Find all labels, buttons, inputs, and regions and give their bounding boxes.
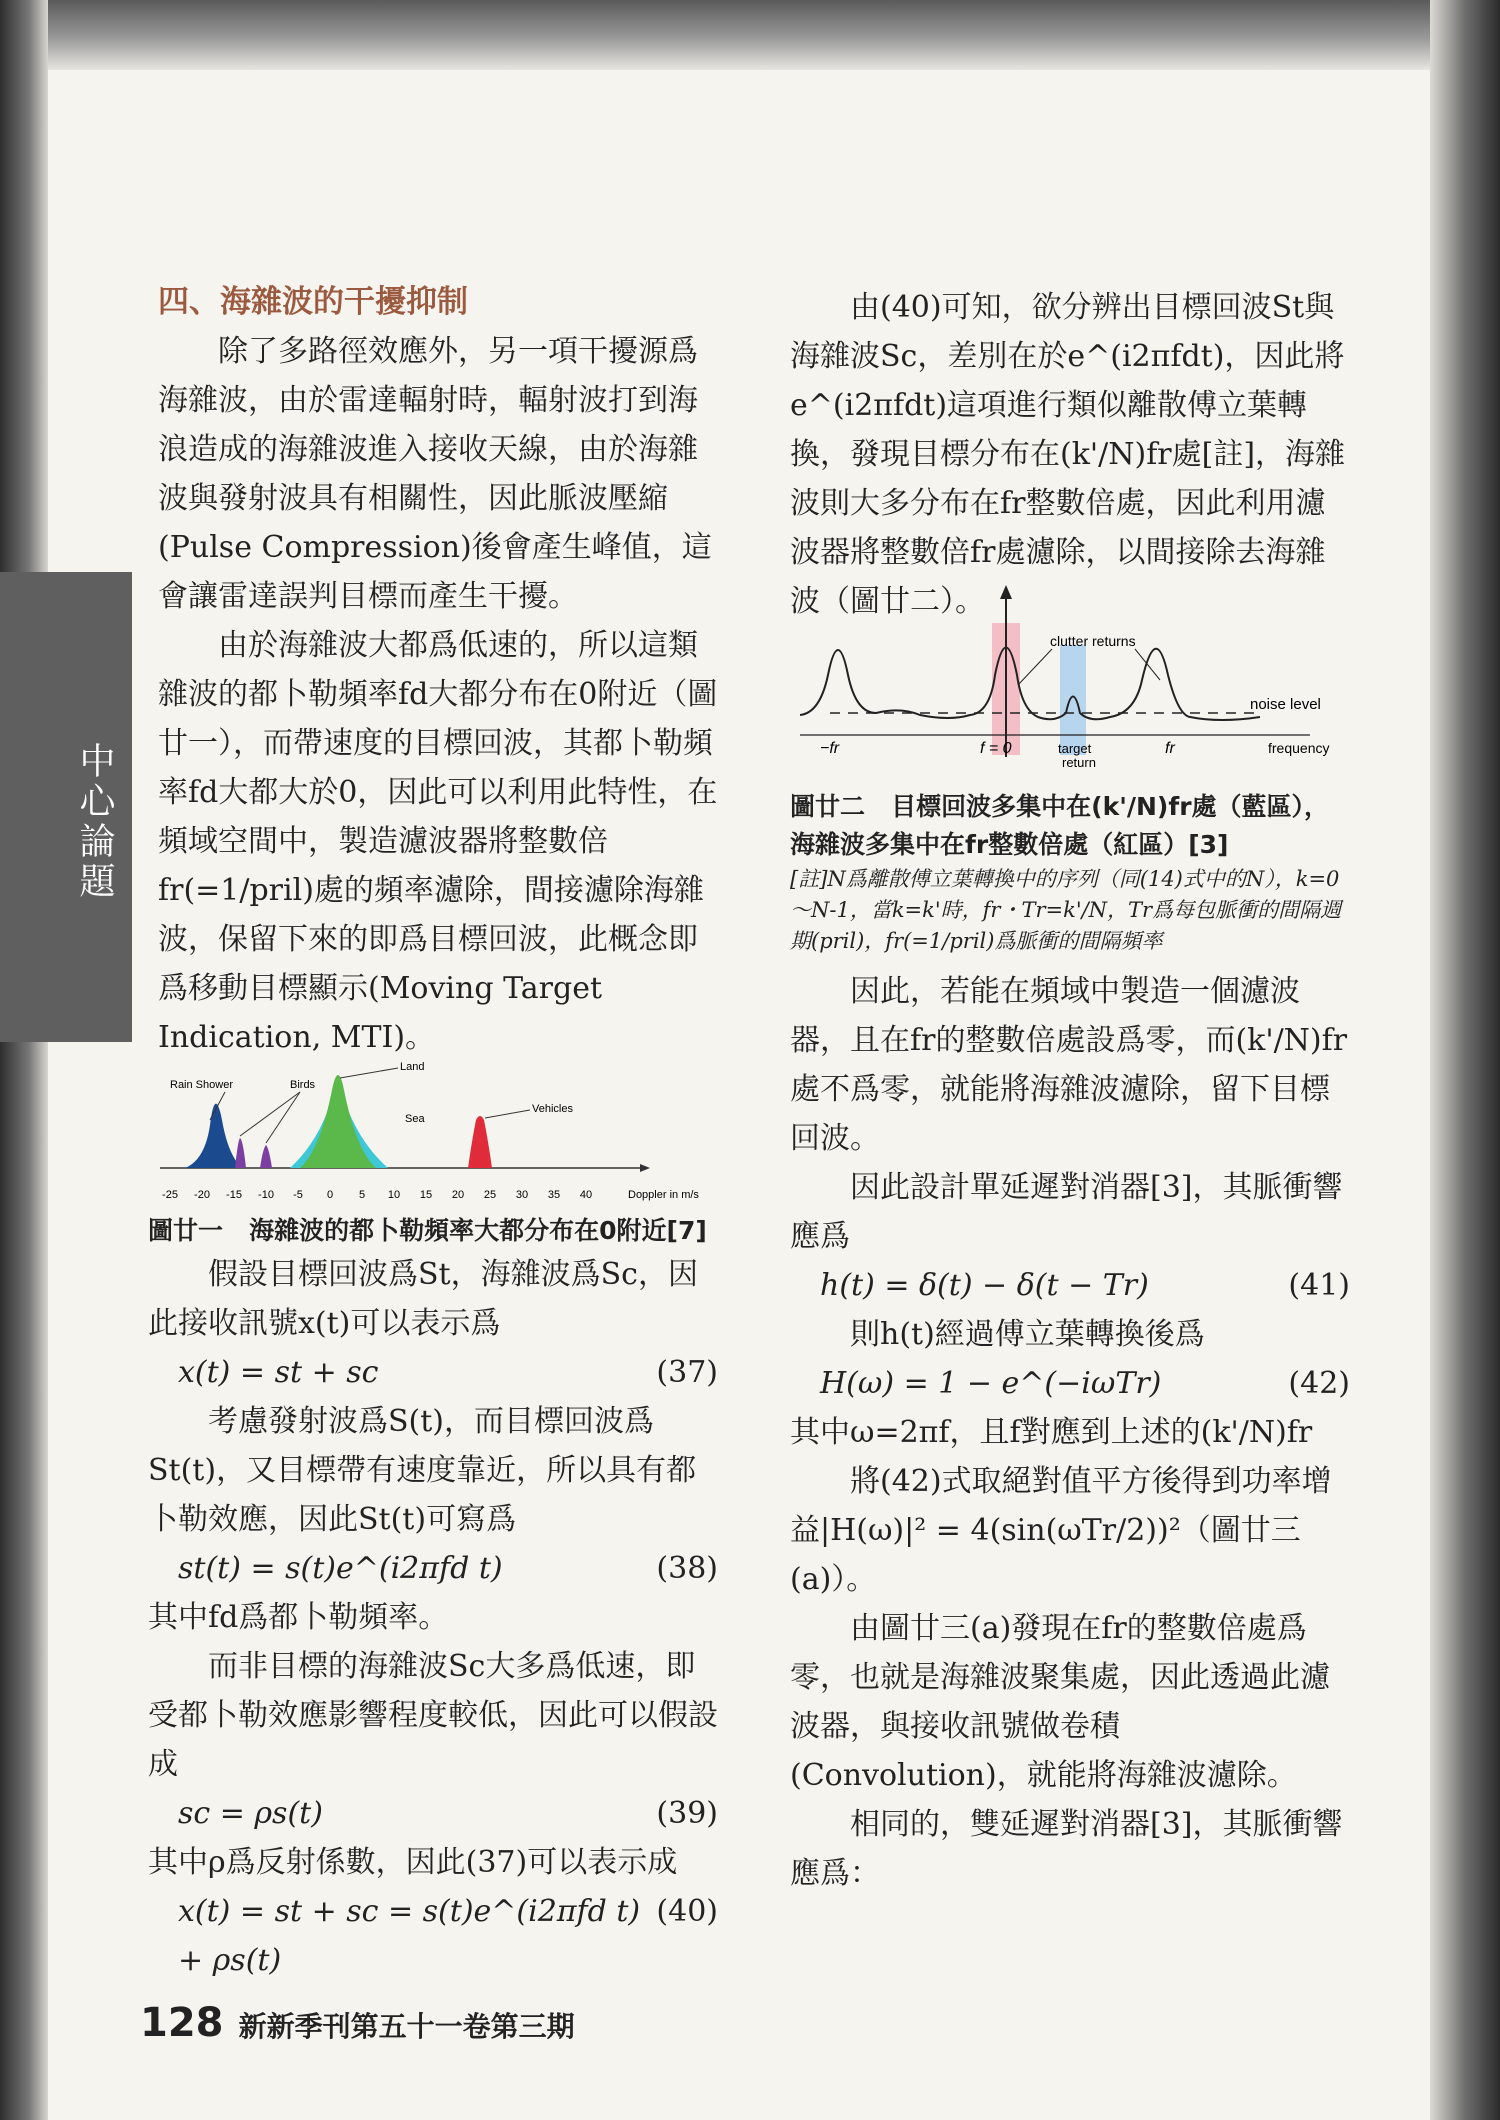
label-fr: fr [1165, 740, 1175, 757]
equation-body: H(ω) = 1 − e^(−iωTr) [820, 1366, 1162, 1401]
label-frequency: frequency [1268, 740, 1330, 756]
paragraph: 因此，若能在頻域中製造一個濾波器，且在fr的整數倍處設爲零，而(k'/N)fr處不爲零，就能將海雜波濾除，留下目標回波。 [790, 974, 1348, 1156]
paragraph: 相同的，雙延遲對消器[3]，其脈衝響應爲： [790, 1807, 1343, 1891]
axis-tick-label: -25 [162, 1189, 178, 1201]
journal-title: 新新季刊第五十一卷第三期 [238, 2010, 575, 2043]
label-vehicles: Vehicles [532, 1103, 573, 1115]
label-rain-shower: Rain Shower [170, 1079, 233, 1091]
equation-37 [148, 1348, 718, 1397]
paragraph: 考慮發射波爲S(t)，而目標回波爲St(t)，又目標帶有速度靠近，所以具有都卜勒效應，因此St(t)可寫爲 [148, 1404, 697, 1537]
paragraph: 而非目標的海雜波Sc大多爲低速，即受都卜勒效應影響程度較低，因此可以假設成 [148, 1649, 718, 1782]
section-heading: 四、海雜波的干擾抑制 [158, 284, 468, 320]
axis-tick-label: 35 [547, 1189, 561, 1201]
equation-body: h(t) = δ(t) − δ(t − Tr) [820, 1268, 1149, 1303]
equation-body: x(t) = st + sc = s(t)e^(i2πfd t) + ρs(t) [178, 1894, 641, 1978]
birds-peak [260, 1145, 272, 1168]
paragraph: 其中ρ爲反射係數，因此(37)可以表示成 [148, 1845, 678, 1880]
target-region-blue [1060, 645, 1086, 755]
axis-tick-label: -5 [293, 1189, 303, 1201]
figure-22-frequency-diagram [790, 585, 1350, 775]
axis-tick-label: 40 [579, 1189, 593, 1201]
axis-tick-label: 25 [483, 1189, 497, 1201]
axis-tick-label: 0 [326, 1189, 334, 1201]
right-column-lower [790, 788, 1350, 1898]
equation-number: (42) [1288, 1366, 1350, 1401]
equation-41 [790, 1261, 1350, 1310]
equation-body: sc = ρs(t) [178, 1796, 323, 1831]
equation-38 [148, 1544, 718, 1593]
scan-shadow-left [0, 0, 48, 2120]
label-neg-fr: −fr [820, 740, 840, 757]
footnote: [註]N爲離散傅立葉轉換中的序列（同(14)式中的N），k=0～N-1，當k=k'時，fr・Tr=k'/N，Tr爲每包脈衝的間隔週期(pril)，fr(=1/pril)爲脈衝的間隔頻率 [790, 867, 1342, 953]
section-side-tab [0, 572, 132, 1042]
paragraph: 由於海雜波大都爲低速的，所以這類雜波的都卜勒頻率fd大都分布在0附近（圖廿一），而帶速度的目標回波，其都卜勒頻率fd大都大於0，因此可以利用此特性，在頻域空間中，製造濾波器將整數倍fr(=1/pril)處的頻率濾除，間接濾除海雜波，保留下來的即爲目標回波，此概念即爲移動目標顯示(Moving Target Indication, MTI)。 [158, 628, 718, 1055]
equation-40 [148, 1887, 718, 1985]
page-footer [140, 2000, 575, 2046]
equation-number: (40) [656, 1894, 718, 1929]
equation-number: (37) [656, 1355, 718, 1390]
label-land: Land [400, 1061, 425, 1073]
equation-42 [790, 1359, 1350, 1408]
axis-tick-label: 10 [387, 1189, 401, 1201]
vehicles-peak [468, 1116, 492, 1168]
caption-label: 圖廿二 [790, 792, 866, 821]
label-noise-level: noise level [1250, 696, 1321, 713]
equation-body: st(t) = s(t)e^(i2πfd t) [178, 1551, 503, 1586]
figure-22-caption [790, 788, 1350, 864]
axis-tick-label: -20 [194, 1189, 210, 1201]
equation-39 [148, 1789, 718, 1838]
paragraph: 由圖廿三(a)發現在fr的整數倍處爲零，也就是海雜波聚集處，因此透過此濾波器，與接收訊號做卷積(Convolution)，就能將海雜波濾除。 [790, 1611, 1330, 1793]
paragraph: 其中fd爲都卜勒頻率。 [148, 1600, 449, 1635]
caption-label: 圖廿一 [148, 1216, 224, 1245]
side-tab-label: 中心論題 [74, 742, 115, 902]
equation-body: x(t) = st + sc [178, 1355, 379, 1390]
paragraph: 則h(t)經過傅立葉轉換後爲 [850, 1317, 1205, 1352]
paragraph: 因此設計單延遲對消器[3]，其脈衝響應爲 [790, 1170, 1343, 1254]
axis-tick-label: 30 [515, 1189, 529, 1201]
right-column [790, 283, 1350, 626]
caption-text: 目標回波多集中在(k'/N)fr處（藍區），海雜波多集中在fr整數倍處（紅區）[3] [790, 792, 1330, 859]
figure-21-doppler-chart [150, 1050, 710, 1210]
paragraph: 假設目標回波爲St，海雜波爲Sc，因此接收訊號x(t)可以表示爲 [148, 1257, 698, 1341]
label-clutter-returns: clutter returns [1050, 633, 1136, 649]
axis-tick-label: 20 [451, 1189, 465, 1201]
left-column-lower [148, 1212, 718, 1985]
label-target: target [1058, 741, 1092, 756]
axis-tick-label: -10 [258, 1189, 274, 1201]
axis-tick-label: 15 [419, 1189, 433, 1201]
label-return: return [1062, 755, 1096, 770]
label-birds: Birds [290, 1079, 316, 1091]
axis-tick-label: -15 [226, 1189, 242, 1201]
paragraph: 由(40)可知，欲分辨出目標回波St與海雜波Sc，差別在於e^(i2πfdt)，因此將e^(i2πfdt)這項進行類似離散傅立葉轉換，發現目標分布在(k'/N)fr處[註]，海雜波則大多分布在fr整數倍處，因此利用濾波器將整數倍fr處濾除，以間接除去海雜波（圖廿二）。 [790, 290, 1346, 619]
equation-number: (39) [656, 1796, 718, 1831]
equation-number: (38) [656, 1551, 718, 1586]
paragraph: 將(42)式取絕對值平方後得到功率增益|H(ω)|² = 4(sin(ωTr/2))²（圖廿三(a)）。 [790, 1464, 1332, 1597]
paragraph: 除了多路徑效應外，另一項干擾源爲海雜波，由於雷達輻射時，輻射波打到海浪造成的海雜波進入接收天線，由於海雜波與發射波具有相關性，因此脈波壓縮(Pulse Compression)後會產生峰值，這會讓雷達誤判目標而產生干擾。 [158, 334, 712, 614]
figure-21-caption [148, 1212, 718, 1250]
equation-number: (41) [1288, 1268, 1350, 1303]
label-sea: Sea [405, 1113, 425, 1125]
scan-shadow-right [1430, 0, 1500, 2120]
left-column [158, 278, 718, 1062]
caption-text: 海雜波的都卜勒頻率大都分布在0附近[7] [249, 1216, 707, 1245]
axis-label: Doppler in m/s [628, 1189, 699, 1201]
birds-peak [235, 1138, 246, 1168]
scan-shadow-top [0, 0, 1500, 70]
label-f0: f = 0 [980, 740, 1012, 757]
page-number: 128 [140, 2000, 224, 2046]
axis-tick-label: 5 [358, 1189, 366, 1201]
paragraph: 其中ω=2πf，且f對應到上述的(k'/N)fr [790, 1415, 1313, 1450]
